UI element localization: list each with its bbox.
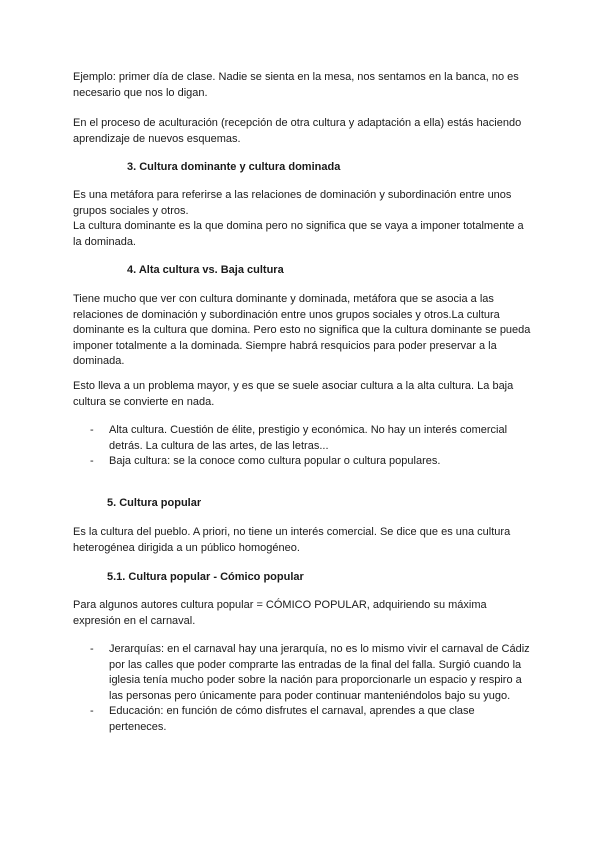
list-dash: - <box>90 643 94 655</box>
list-item-text: Alta cultura. Cuestión de élite, prestigio y económica. No hay un interés comercial detrás. La cultura de las artes, de las letras... <box>109 424 508 452</box>
paragraph-text: Ejemplo: primer día de clase. Nadie se sienta en la mesa, nos sentamos en la banca, no es necesario que nos lo digan. <box>73 71 519 99</box>
list-dash: - <box>90 705 94 717</box>
paragraph-alta-cultura <box>73 292 531 370</box>
heading-section-5-1: 5.1. Cultura popular - Cómico popular <box>107 571 304 583</box>
paragraph-example <box>73 70 531 101</box>
list-item-text: Jerarquías: en el carnaval hay una jerarquía, no es lo mismo vivir el carnaval de Cádiz por las calles que poder comprarte las entradas de la final del falla. Surgió cuando la iglesia tenía mucho poder sobre la nación para proporcionarle un espacio y respiro a las personas pero únicamente para poder continuar manteniéndolos bajo su yugo. <box>109 643 530 702</box>
list-dash: - <box>90 424 94 436</box>
paragraph-text: Para algunos autores cultura popular = CÓMICO POPULAR, adquiriendo su máxima expresión en el carnaval. <box>73 599 487 627</box>
paragraph-comico-popular <box>73 598 531 629</box>
heading-section-4: 4. Alta cultura vs. Baja cultura <box>127 264 284 276</box>
list-item <box>90 642 530 704</box>
list-item <box>90 454 530 470</box>
list-item-text: Baja cultura: se la conoce como cultura popular o cultura populares. <box>109 455 441 467</box>
heading-section-3: 3. Cultura dominante y cultura dominada <box>127 161 341 173</box>
paragraph-text: Es una metáfora para referirse a las relaciones de dominación y subordinación entre unos grupos sociales y otros. <box>73 189 512 217</box>
paragraph-problema <box>73 379 531 410</box>
list-dash: - <box>90 455 94 467</box>
list-item <box>90 423 530 454</box>
list-alta-baja <box>90 423 530 470</box>
paragraph-text: En el proceso de aculturación (recepción de otra cultura y adaptación a ella) estás haciendo aprendizaje de nuevos esquemas. <box>73 117 522 145</box>
paragraph-text: Esto lleva a un problema mayor, y es que se suele asociar cultura a la alta cultura. La baja cultura se convierte en nada. <box>73 380 514 408</box>
paragraph-cultura-pueblo <box>73 525 531 556</box>
paragraph-text: Es la cultura del pueblo. A priori, no tiene un interés comercial. Se dice que es una cultura heterogénea dirigida a un público homogéneo. <box>73 526 511 554</box>
paragraph-text: Tiene mucho que ver con cultura dominante y dominada, metáfora que se asocia a las relaciones de dominación y subordinación entre unos grupos sociales y otros.La cultura dominante es la cultura que domina. Pero esto no significa que la cultura dominante se pueda imponer totalmente a la dominada. Siempre habrá resquicios para poder preservar a la dominada. <box>73 293 531 367</box>
list-item <box>90 704 530 735</box>
paragraph-text: La cultura dominante es la que domina pero no significa que se vaya a imponer totalmente a la dominada. <box>73 220 524 248</box>
paragraph-aculturacion <box>73 116 531 147</box>
list-carnaval <box>90 642 530 735</box>
heading-section-5: 5. Cultura popular <box>107 497 202 509</box>
list-item-text: Educación: en función de cómo disfrutes el carnaval, aprendes a que clase perteneces. <box>109 705 475 733</box>
paragraph-metafora <box>73 188 531 250</box>
